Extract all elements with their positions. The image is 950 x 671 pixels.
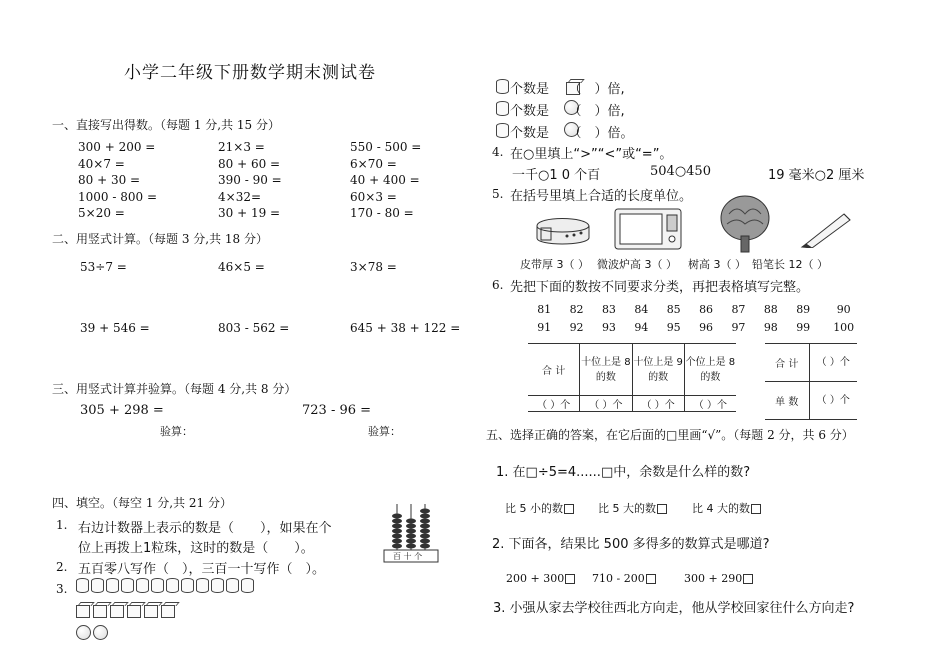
option-label: 300 + 290 — [684, 572, 743, 585]
cylinder-icon — [211, 578, 224, 593]
t2-total-cell: （ ）个 — [809, 344, 857, 382]
classification-table-1 — [528, 343, 736, 412]
s3-problem-2: 723 - 96 = — [302, 403, 372, 418]
grid-number: 90 — [836, 302, 851, 316]
s1-item: 40×7 = — [78, 156, 125, 171]
s4-q2: 五百零八写作（ ），三百一十写作（ ）。 — [78, 562, 326, 577]
s5-q3: 3. 小强从家去学校往西北方向走，他从学校回家往什么方向走? — [493, 601, 855, 616]
s1-item: 5×20 = — [78, 206, 125, 220]
q5-text: 在括号里填上合适的长度单位。 — [510, 189, 693, 204]
grid-number: 88 — [763, 302, 778, 316]
checkbox[interactable] — [751, 504, 761, 514]
q4-text: 在○里填上“>”“<”或“=”。 — [510, 147, 673, 162]
grid-number: 97 — [731, 320, 746, 334]
sphere-row — [76, 625, 108, 640]
r-cylinder-icon-3 — [496, 123, 509, 138]
s5-q2-opt1 — [506, 572, 575, 585]
s1-item: 30 + 19 = — [218, 206, 281, 220]
t1-col2-header: 十位上是 9 的数 — [632, 344, 684, 396]
q4-b: 504○450 — [650, 164, 711, 179]
grid-number: 94 — [634, 320, 649, 334]
t2-total-label: 合 计 — [765, 344, 809, 382]
s1-col2 — [218, 139, 282, 222]
microwave-icon — [613, 207, 683, 251]
s4-q2-number: 2. — [56, 560, 68, 574]
s1-item: 170 - 80 = — [350, 206, 414, 220]
s1-item: 390 - 90 = — [218, 173, 282, 187]
grid-number: 93 — [601, 320, 616, 334]
checkbox[interactable] — [646, 574, 656, 584]
option-label: 比 4 大的数 — [692, 502, 750, 515]
tree-icon — [717, 194, 773, 254]
s5-q1-opt1 — [505, 500, 574, 516]
cylinder-icon — [121, 578, 134, 593]
s5-q2-opt3 — [684, 572, 753, 585]
cube-icon — [144, 605, 158, 618]
cylinder-icon — [226, 578, 239, 593]
q5-number: 5. — [492, 187, 504, 201]
t1-cell: （ ）个 — [684, 396, 736, 412]
s2-item: 803 - 562 = — [218, 321, 290, 335]
s4-q1-line1: 右边计数器上表示的数是（ ），如果在个 — [78, 521, 332, 536]
s2-item: 53÷7 = — [80, 260, 127, 274]
t1-cell: （ ）个 — [632, 396, 684, 412]
s2-item: 39 + 546 = — [80, 321, 150, 335]
q5-label-tree: 树高 3（ ） — [688, 258, 746, 271]
cube-icon — [161, 605, 175, 618]
s1-item: 60×3 = — [350, 189, 397, 204]
s3-check-1: 验算： — [160, 425, 193, 438]
cylinder-row — [76, 578, 254, 593]
number-grid — [528, 300, 868, 336]
grid-number: 96 — [699, 320, 714, 334]
cylinder-icon — [196, 578, 209, 593]
s4-q1-line2: 位上再拨上1粒珠，这时的数是（ ）。 — [78, 541, 314, 556]
s1-col1 — [78, 139, 157, 222]
r-cylinder-icon — [496, 79, 509, 94]
t1-cell: （ ）个 — [580, 396, 632, 412]
s3-check-2: 验算： — [368, 425, 401, 438]
section-4-header: 四、填空。（每空 1 分,共 21 分） — [52, 496, 232, 510]
s5-q1: 1. 在□÷5=4......□中，余数是什么样的数? — [496, 465, 751, 480]
pencil-icon — [800, 208, 856, 248]
grid-number: 85 — [666, 302, 681, 316]
grid-number: 91 — [537, 320, 552, 334]
s1-item: 550 - 500 = — [350, 140, 422, 154]
s1-item: 6×70 = — [350, 156, 397, 171]
checkbox[interactable] — [565, 574, 575, 584]
q4-c: 19 毫米○2 厘米 — [768, 168, 865, 183]
s5-q1-opt2 — [598, 500, 667, 516]
s1-col3 — [350, 139, 421, 222]
s1-item: 300 + 200 = — [78, 140, 156, 154]
q4-a: 一千○1 0 个百 — [512, 168, 601, 183]
section-3-header: 三、用竖式计算并验算。（每题 4 分,共 8 分） — [52, 382, 297, 396]
cube-icon — [76, 605, 90, 618]
s4-q3-number: 3. — [56, 582, 68, 596]
grid-number: 86 — [699, 302, 714, 316]
r-cylinder-icon-2 — [496, 101, 509, 116]
option-label: 比 5 大的数 — [598, 502, 656, 515]
s2-item: 3×78 = — [350, 260, 397, 274]
s5-q2-opt2 — [592, 572, 656, 585]
section-1-header: 一、直接写出得数。（每题 1 分,共 15 分） — [52, 118, 280, 132]
checkbox[interactable] — [743, 574, 753, 584]
grid-number: 99 — [796, 320, 811, 334]
s5-q1-opt3 — [692, 500, 761, 516]
sphere-icon — [76, 625, 91, 640]
sphere-icon — [93, 625, 108, 640]
grid-number: 92 — [569, 320, 584, 334]
s2-item: 645 + 38 + 122 = — [350, 321, 461, 335]
cylinder-icon — [496, 79, 509, 94]
grid-number: 95 — [666, 320, 681, 334]
cube-icon — [127, 605, 141, 618]
cylinder-icon — [496, 101, 509, 116]
t1-total-header: 合 计 — [542, 366, 566, 377]
cylinder-icon — [181, 578, 194, 593]
q5-label-belt: 皮带厚 3（ ） — [520, 258, 589, 271]
s2-item: 46×5 = — [218, 260, 265, 274]
belt-icon — [532, 208, 594, 250]
section-2-header: 二、用竖式计算。（每题 3 分,共 18 分） — [52, 232, 268, 246]
cylinder-icon — [76, 578, 89, 593]
s4-q1-number: 1. — [56, 518, 68, 532]
ratio-line-3: 个数是 （ ）倍。 — [510, 126, 634, 141]
checkbox[interactable] — [564, 504, 574, 514]
s3-problem-1: 305 + 298 = — [80, 403, 164, 418]
cylinder-icon — [151, 578, 164, 593]
option-label: 200 + 300 — [506, 572, 565, 585]
cylinder-icon — [166, 578, 179, 593]
grid-number: 98 — [763, 320, 778, 334]
grid-number: 83 — [601, 302, 616, 316]
s1-item: 40 + 400 = — [350, 173, 420, 187]
grid-number: 89 — [796, 302, 811, 316]
s1-item: 80 + 30 = — [78, 173, 141, 187]
classification-table-2 — [765, 343, 857, 420]
s1-item: 80 + 60 = — [218, 156, 281, 171]
q5-label-microwave: 微波炉高 3（ ） — [597, 258, 677, 271]
t2-single-label: 单 数 — [775, 397, 799, 408]
checkbox[interactable] — [657, 504, 667, 514]
cube-icon — [93, 605, 107, 618]
s1-item: 1000 - 800 = — [78, 189, 157, 204]
section-5-header: 五、选择正确的答案，在它后面的□里画“√”。（每题 2 分，共 6 分） — [486, 428, 854, 442]
q4-number: 4. — [492, 145, 504, 159]
abacus-label: 百 十 个 — [393, 552, 423, 561]
s5-q2: 2. 下面各，结果比 500 多得多的数算式是哪道? — [492, 537, 770, 552]
ratio-line-1: 个数是 （ ）倍, — [510, 82, 625, 97]
ratio-line-2: 个数是 （ ）倍, — [510, 104, 625, 119]
t1-cell: （ ）个 — [537, 400, 571, 411]
cube-row — [76, 605, 175, 618]
cylinder-icon — [106, 578, 119, 593]
q6-number: 6. — [492, 278, 504, 292]
t1-col3-header: 个位上是 8 的数 — [684, 344, 736, 396]
option-label: 比 5 小的数 — [505, 502, 563, 515]
q6-text: 先把下面的数按不同要求分类，再把表格填写完整。 — [510, 280, 810, 295]
cylinder-icon — [136, 578, 149, 593]
cylinder-icon — [91, 578, 104, 593]
grid-number: 81 — [537, 302, 552, 316]
cube-icon — [110, 605, 124, 618]
grid-number: 100 — [833, 320, 855, 334]
grid-number: 84 — [634, 302, 649, 316]
grid-number: 87 — [731, 302, 746, 316]
page-title: 小学二年级下册数学期末测试卷 — [124, 63, 376, 83]
s1-item: 4×32= — [218, 189, 262, 204]
t2-single-cell: （ ）个 — [809, 382, 857, 420]
cylinder-icon — [496, 123, 509, 138]
option-label: 710 - 200 — [592, 572, 645, 585]
abacus-figure — [383, 502, 439, 564]
grid-number: 82 — [569, 302, 584, 316]
t1-col1-header: 十位上是 8 的数 — [580, 344, 632, 396]
s1-item: 21×3 = — [218, 140, 265, 154]
cylinder-icon — [241, 578, 254, 593]
q5-label-pencil: 铅笔长 12（ ） — [752, 258, 828, 271]
